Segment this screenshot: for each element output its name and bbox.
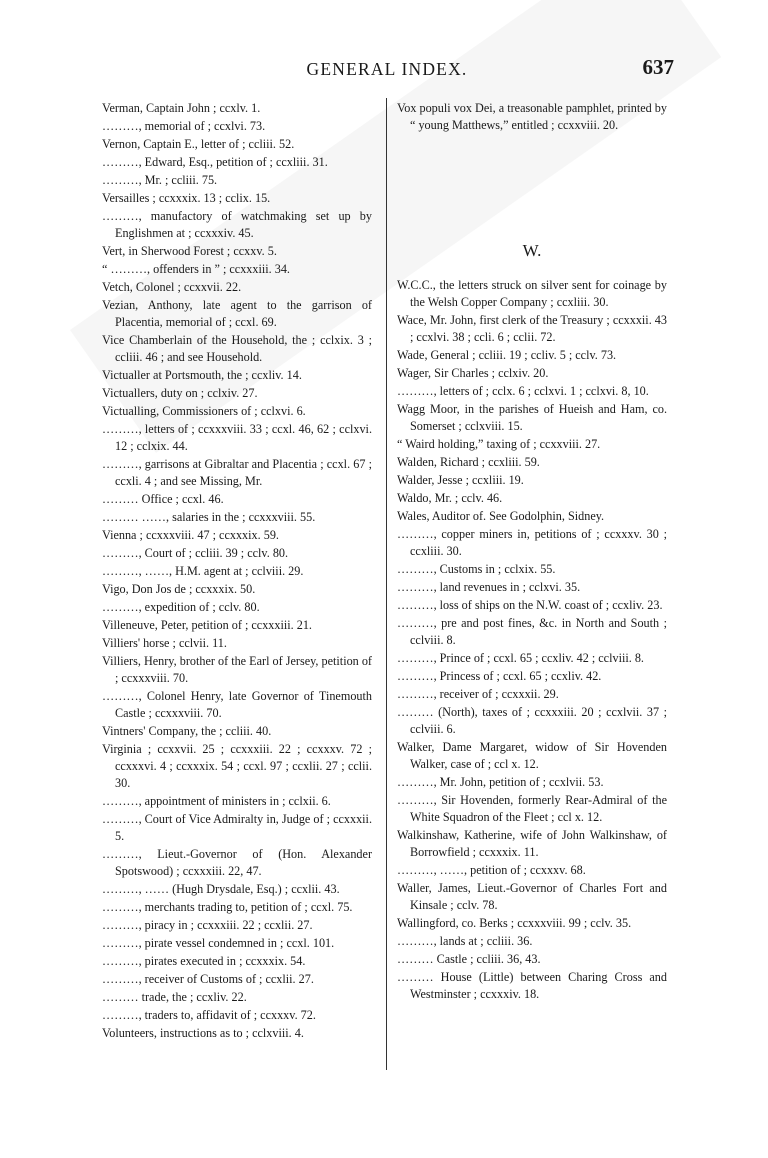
index-entry: ……… trade, the ; ccxliv. 22. [102, 990, 247, 1004]
index-entry: Victuallers, duty on ; cclxiv. 27. [102, 386, 258, 400]
right-column-top-entries [397, 100, 667, 134]
index-entry: ………, ……, H.M. agent at ; cclviii. 29. [102, 564, 304, 578]
index-entry: Walder, Jesse ; ccxliii. 19. [397, 473, 524, 487]
index-entry: ……… Office ; ccxl. 46. [102, 492, 224, 506]
index-entry: Virginia ; ccxxvii. 25 ; ccxxxiii. 22 ; ccxxxv. 72 ; ccxxxvi. 4 ; ccxxxix. 54 ; ccxl. 97 ; ccxlii. 27 ; cclii. 30. [102, 742, 372, 790]
index-entry: ………, Mr. ; ccliii. 75. [102, 173, 218, 187]
index-entry: Villiers' horse ; cclvii. 11. [102, 636, 227, 650]
column-divider [386, 98, 387, 1070]
index-entry: Walden, Richard ; ccxliii. 59. [397, 455, 540, 469]
index-entry: Waldo, Mr. ; cclv. 46. [397, 491, 503, 505]
index-entry: ………, Sir Hovenden, formerly Rear-Admiral of the White Squadron of the Fleet ; ccl x. 12. [397, 793, 667, 824]
running-title: GENERAL INDEX. [306, 59, 468, 79]
index-entry: Versailles ; ccxxxix. 13 ; cclix. 15. [102, 191, 271, 205]
index-entry: Vetch, Colonel ; ccxxvii. 22. [102, 280, 242, 294]
index-entry: Volunteers, instructions as to ; cclxviii. 4. [102, 1026, 304, 1040]
index-entry: ………, letters of ; cclx. 6 ; cclxvi. 1 ; cclxvi. 8, 10. [397, 384, 649, 398]
index-entry: “ ………, offenders in ” ; ccxxxiii. 34. [102, 262, 290, 276]
index-entry: Wager, Sir Charles ; cclxiv. 20. [397, 366, 549, 380]
index-entry: ……… House (Little) between Charing Cross and Westminster ; ccxxxiv. 18. [397, 970, 667, 1001]
index-entry: Vernon, Captain E., letter of ; ccliii. 52. [102, 137, 295, 151]
index-entry: Vice Chamberlain of the Household, the ; cclxix. 3 ; ccliii. 46 ; and see Household. [102, 333, 372, 364]
index-entry: ………, Princess of ; ccxl. 65 ; ccxliv. 42. [397, 669, 602, 683]
index-entry: ………, Customs in ; cclxix. 55. [397, 562, 556, 576]
index-entry: ………, pre and post fines, &c. in North and South ; cclviii. 8. [397, 616, 667, 647]
index-entry: Wade, General ; ccliii. 19 ; ccliv. 5 ; cclv. 73. [397, 348, 617, 362]
index-entry: ………, letters of ; ccxxxviii. 33 ; ccxl. 46, 62 ; cclxvi. 12 ; cclxix. 44. [102, 422, 372, 453]
index-entry: ………, appointment of ministers in ; cclxii. 6. [102, 794, 331, 808]
index-entry: Wagg Moor, in the parishes of Hueish and Ham, co. Somerset ; cclxviii. 15. [397, 402, 667, 433]
index-entry: ……… ……, salaries in the ; ccxxxviii. 55. [102, 510, 316, 524]
index-entry: ………, Prince of ; ccxl. 65 ; ccxliv. 42 ; cclviii. 8. [397, 651, 644, 665]
index-entry: Vezian, Anthony, late agent to the garrison of Placentia, memorial of ; ccxl. 69. [102, 298, 372, 329]
index-entry: ………, Court of ; ccliii. 39 ; cclv. 80. [102, 546, 289, 560]
index-entry: ………, Court of Vice Admiralty in, Judge of ; ccxxxii. 5. [102, 812, 372, 843]
page-header [100, 55, 674, 85]
index-entry: Vox populi vox Dei, a treasonable pamphlet, printed by “ young Matthews,” entitled ; ccxxviii. 20. [397, 101, 667, 132]
index-entry: Wallingford, co. Berks ; ccxxxviii. 99 ; cclv. 35. [397, 916, 632, 930]
index-entry: ………, Edward, Esq., petition of ; ccxliii. 31. [102, 155, 328, 169]
index-entry: ………, land revenues in ; cclxvi. 35. [397, 580, 581, 594]
index-entry: ………, pirate vessel condemned in ; ccxl. 101. [102, 936, 335, 950]
left-column [102, 100, 372, 1043]
index-entry: “ Waird holding,” taxing of ; ccxxviii. 27. [397, 437, 601, 451]
index-entry: Waller, James, Lieut.-Governor of Charles Fort and Kinsale ; cclv. 78. [397, 881, 667, 912]
index-entry: ………, piracy in ; ccxxxiii. 22 ; ccxlii. 27. [102, 918, 313, 932]
index-entry: ………, Lieut.-Governor of (Hon. Alexander Spotswood) ; ccxxxiii. 22, 47. [102, 847, 372, 878]
index-entry: W.C.C., the letters struck on silver sent for coinage by the Welsh Copper Company ; ccxliii. 30. [397, 278, 667, 309]
index-entry: ………, pirates executed in ; ccxxxix. 54. [102, 954, 306, 968]
index-entry: Vienna ; ccxxxviii. 47 ; ccxxxix. 59. [102, 528, 279, 542]
index-entry: Vert, in Sherwood Forest ; ccxxv. 5. [102, 244, 277, 258]
index-entry: Vigo, Don Jos de ; ccxxxix. 50. [102, 582, 256, 596]
index-entry: ………, …… (Hugh Drysdale, Esq.) ; ccxlii. 43. [102, 882, 340, 896]
index-entry: Victualling, Commissioners of ; cclxvi. 6. [102, 404, 306, 418]
index-entry: Walker, Dame Margaret, widow of Sir Hovenden Walker, case of ; ccl x. 12. [397, 740, 667, 771]
index-entry: ………, loss of ships on the N.W. coast of ; ccxliv. 23. [397, 598, 663, 612]
index-entry: Walkinshaw, Katherine, wife of John Walkinshaw, of Borrowfield ; ccxxxix. 11. [397, 828, 667, 859]
index-entry: ……… (North), taxes of ; ccxxxiii. 20 ; ccxlvii. 37 ; cclviii. 6. [397, 705, 667, 736]
index-entry: Wace, Mr. John, first clerk of the Treasury ; ccxxxii. 43 ; ccxlvi. 38 ; ccli. 6 ; cclii. 72. [397, 313, 667, 344]
index-entry: ………, copper miners in, petitions of ; ccxxxv. 30 ; ccxliii. 30. [397, 527, 667, 558]
index-entry: ………, manufactory of watchmaking set up by Englishmen at ; ccxxxiv. 45. [102, 209, 372, 240]
index-entry: ………, expedition of ; cclv. 80. [102, 600, 260, 614]
index-entry: Villeneuve, Peter, petition of ; ccxxxiii. 21. [102, 618, 312, 632]
index-entry: Victualler at Portsmouth, the ; ccxliv. 14. [102, 368, 302, 382]
index-entry: Vintners' Company, the ; ccliii. 40. [102, 724, 272, 738]
index-entry: ………, lands at ; ccliii. 36. [397, 934, 533, 948]
index-entry: ………, traders to, affidavit of ; ccxxxv. 72. [102, 1008, 316, 1022]
right-column [397, 100, 667, 1004]
page-number: 637 [642, 55, 674, 79]
index-entry: ………, merchants trading to, petition of ; ccxl. 75. [102, 900, 353, 914]
right-column-entries [397, 277, 667, 1003]
index-entry: Verman, Captain John ; ccxlv. 1. [102, 101, 261, 115]
index-entry: ………, Mr. John, petition of ; ccxlvii. 53. [397, 775, 604, 789]
index-entry: ………, receiver of Customs of ; ccxlii. 27. [102, 972, 314, 986]
index-entry: ………, Colonel Henry, late Governor of Tinemouth Castle ; ccxxxviii. 70. [102, 689, 372, 720]
index-entry: Wales, Auditor of. See Godolphin, Sidney. [397, 509, 605, 523]
index-entry: ………, ……, petition of ; ccxxxv. 68. [397, 863, 586, 877]
index-entry: ………, receiver of ; ccxxxii. 29. [397, 687, 559, 701]
index-entry: ………, garrisons at Gibraltar and Placentia ; ccxl. 67 ; ccxli. 4 ; and see Missing, Mr. [102, 457, 372, 488]
section-letter: W. [522, 241, 542, 260]
index-entry: ……… Castle ; ccliii. 36, 43. [397, 952, 541, 966]
index-entry: ………, memorial of ; ccxlvi. 73. [102, 119, 266, 133]
index-entry: Villiers, Henry, brother of the Earl of Jersey, petition of ; ccxxxviii. 70. [102, 654, 372, 685]
